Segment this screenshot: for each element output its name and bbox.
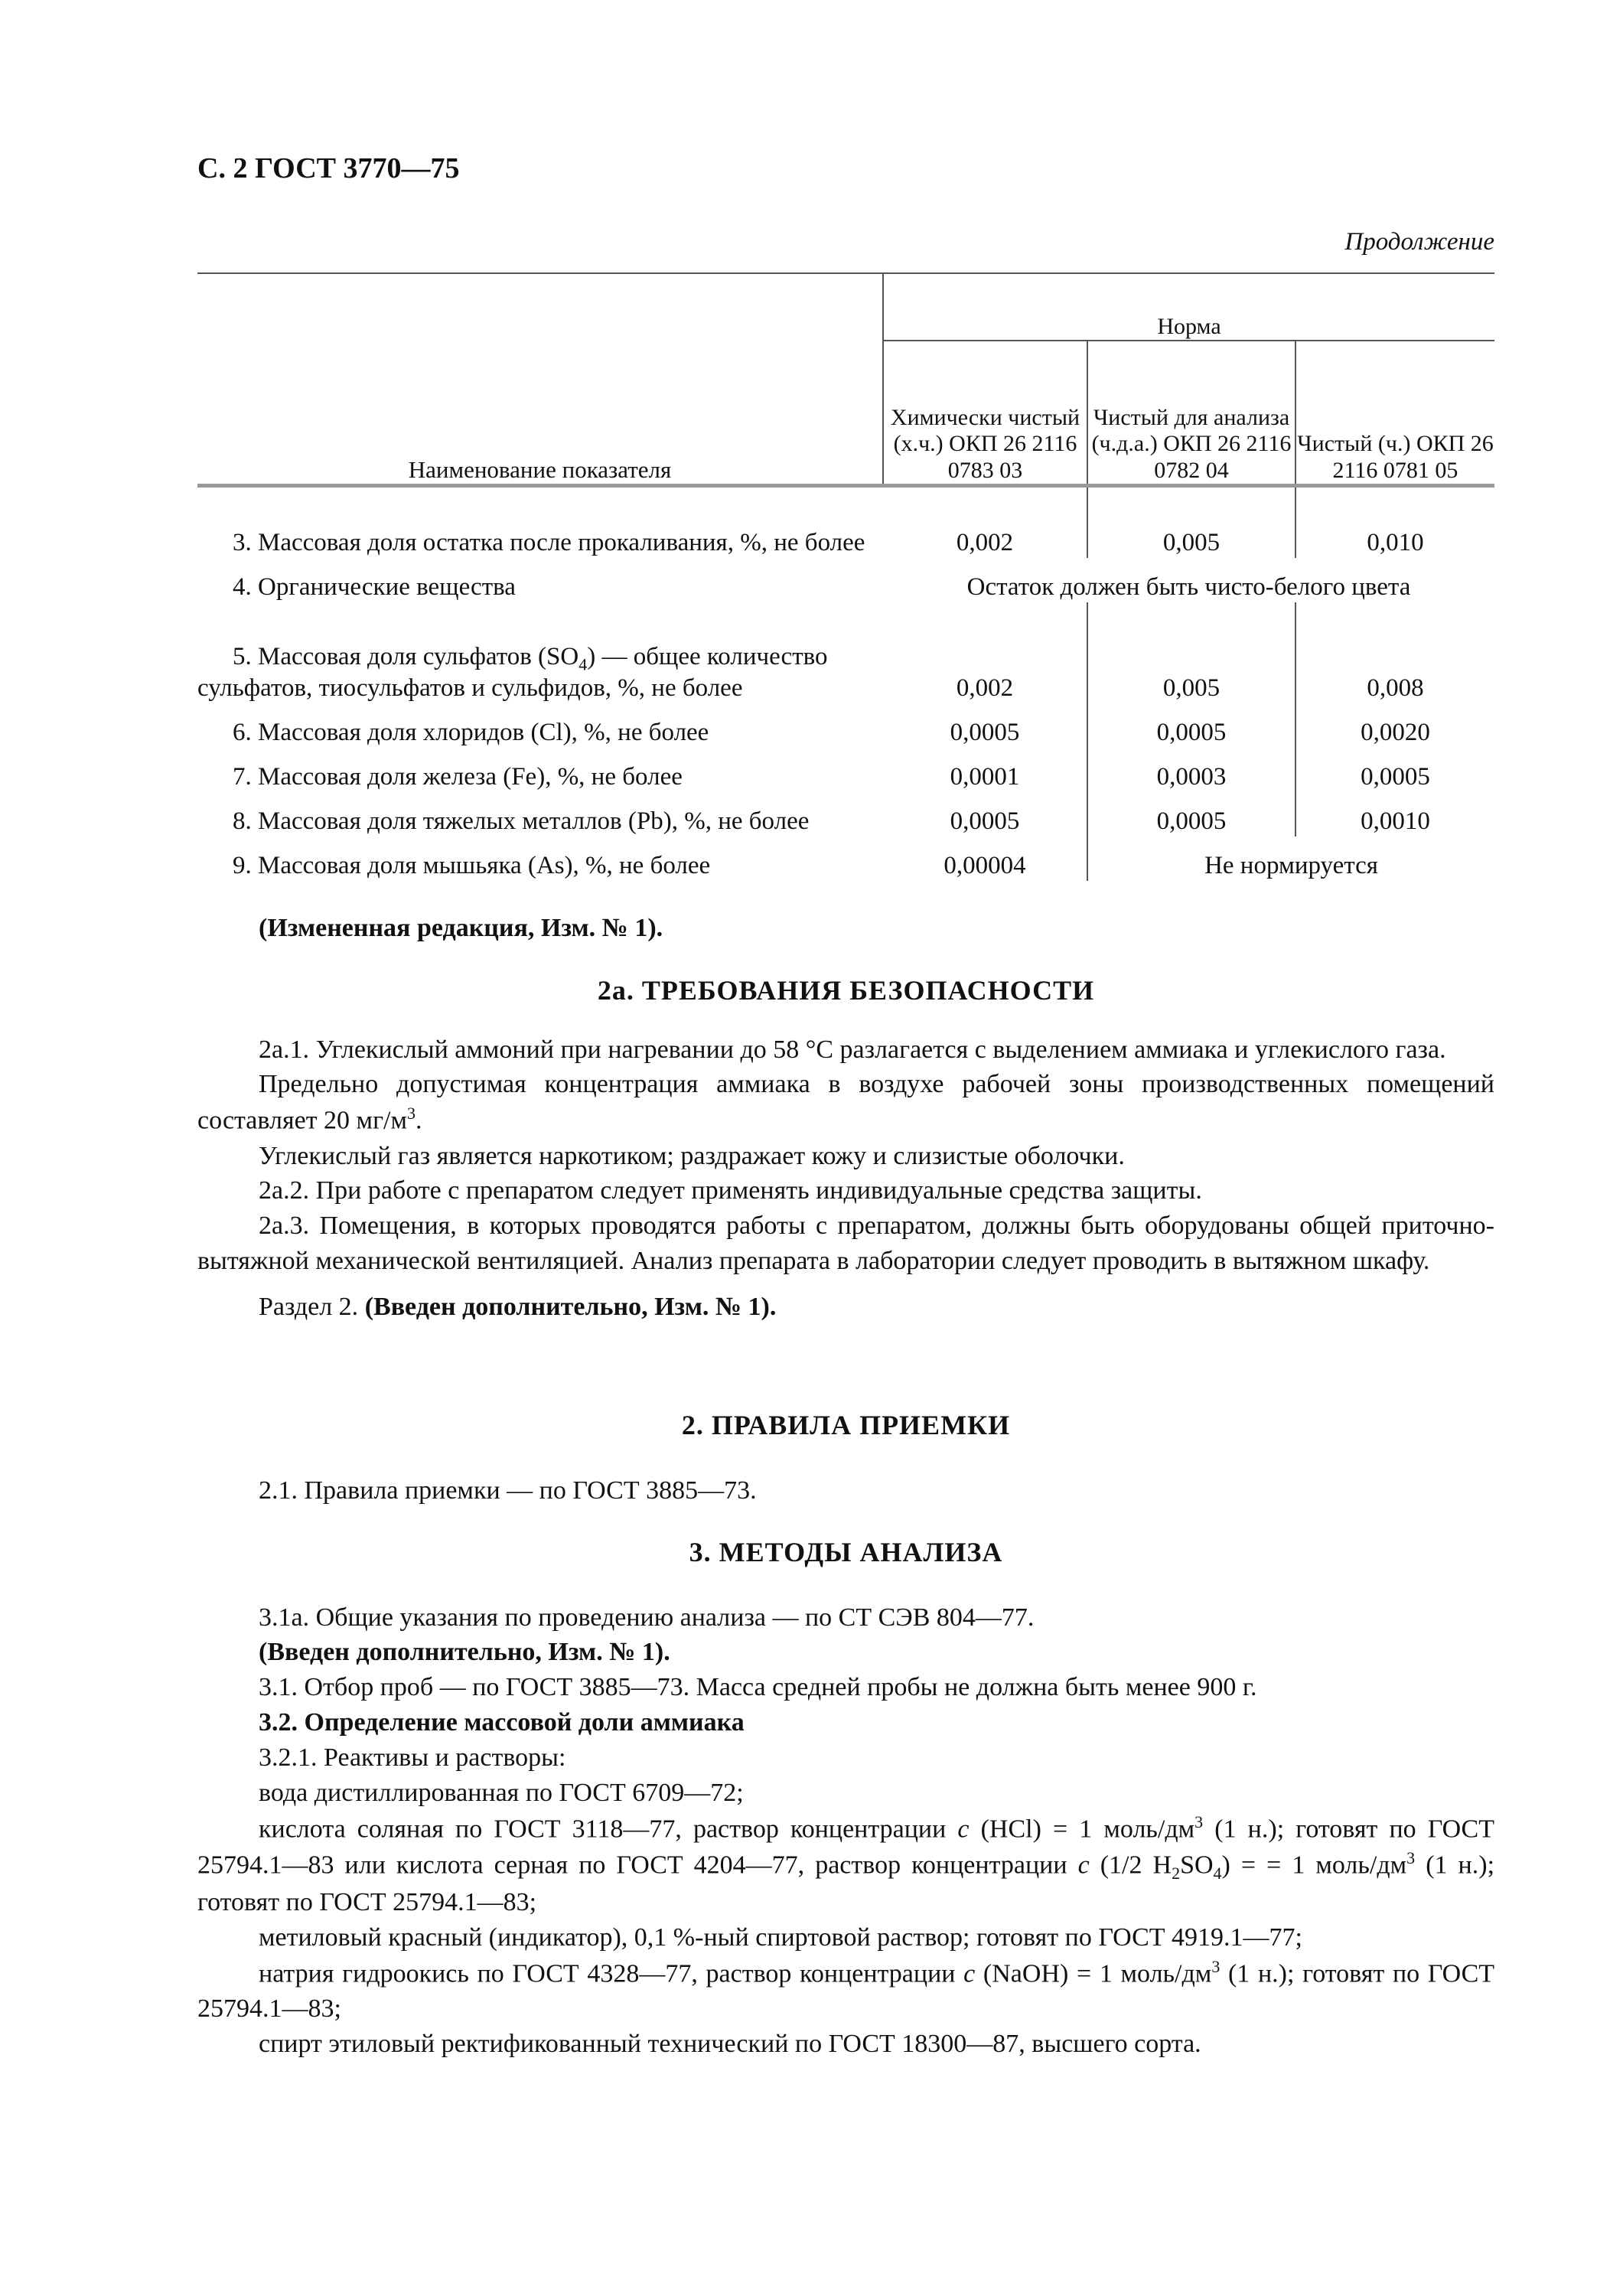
section-heading: 2. ПРАВИЛА ПРИЕМКИ — [681, 1410, 1011, 1440]
page-title: С. 2 ГОСТ 3770—75 — [197, 152, 460, 184]
row-value: 0,0010 — [1361, 807, 1430, 836]
row-name: Массовая доля остатка после прокаливания, %, не более — [258, 529, 865, 557]
row-value-span: Не нормируется — [1204, 852, 1378, 880]
row-value: 0,0020 — [1361, 719, 1430, 747]
continuation-label: Продолжение — [1344, 228, 1494, 256]
header-col-analysis-pure: Чистый для анализа (ч.д.а.) ОКП 26 2116 0782 04 — [1087, 341, 1295, 486]
header-col-pure: Чистый (ч.) ОКП 26 2116 0781 05 — [1297, 431, 1494, 483]
row-value: 0,0005 — [1087, 703, 1295, 748]
header-col-chem-pure: Химически чистый (х.ч.) ОКП 26 2116 0783 03 — [883, 341, 1087, 486]
row-value: 0,005 — [1087, 602, 1295, 703]
norms-table — [197, 272, 1494, 881]
row-value: 0,005 — [1087, 488, 1295, 558]
row-name: Массовая доля тяжелых металлов (Pb), %, не более — [258, 807, 810, 836]
row-value: 0,0005 — [883, 703, 1087, 748]
row-value: 0,0005 — [1361, 763, 1430, 791]
table-row: 4. Органические вещества Остаток должен быть чисто-белого цвета — [197, 558, 1494, 602]
row-value: 0,002 — [883, 488, 1087, 558]
row-name: Органические вещества — [258, 573, 516, 602]
section-3: 3. МЕТОДЫ АНАЛИЗА 3.1а. Общие указания по проведению анализа — по СТ СЭВ 804—77. (Введен дополнительно, Изм. № 1). 3.1. Отбор проб — по ГОСТ 3885—73. Масса средней пробы не должна быть менее 900 г. 3.2. Определение массовой доли аммиака 3.2.1. Реактивы и растворы: вода дистиллированная по ГОСТ 6709—72; кислота соляная по ГОСТ 3118—77, раствор концентрации c (HCl) = 1 моль/$дм^3$ (1 н.); готовят по ГОСТ 25794.1—83 или кислота серная по ГОСТ 4204—77, раствор концентрации c (1/2 $H_2SO_4$) = = 1 моль/$дм^3$ (1 н.); готовят по ГОСТ 25794.1—83; метиловый красный (индикатор), 0,1 %-ный спиртовой раствор; готовят по ГОСТ 4919.1—77; натрия гидроокись по ГОСТ 4328—77, раствор концентрации c (NaOH) = 1 моль/$дм^3$ (1 н.); готовят по ГОСТ 25794.1—83; спирт этиловый ректификованный технический по ГОСТ 18300—87, высшего сорта. — [197, 1534, 1494, 2062]
table-header — [197, 273, 1494, 341]
table-row: 8. Массовая доля тяжелых металлов (Pb), %, не более 0,0005 0,0005 0,0010 — [197, 792, 1494, 837]
section-heading: 3. МЕТОДЫ АНАЛИЗА — [689, 1537, 1003, 1567]
section-2: 2. ПРАВИЛА ПРИЕМКИ 2.1. Правила приемки — по ГОСТ 3885—73. — [197, 1407, 1494, 1508]
row-value: 0,0003 — [1087, 748, 1295, 792]
section-2a: 2а. ТРЕБОВАНИЯ БЕЗОПАСНОСТИ 2а.1. Углекислый аммоний при нагревании до 58 °С разлагается с выделением аммиака и углекислого газа. Предельно допустимая концентрация аммиака в воздухе рабочей зоны производственных помещений составляет 20 $мг/м^3$. Углекислый газ является наркотиком; раздражает кожу и слизистые оболочки. 2а.2. При работе с препаратом следует применять индивидуальные средства защиты. 2а.3. Помещения, в которых проводятся работы с препаратом, должны быть оборудованы общей приточно-вытяжной механической вентиляцией. Анализ препарата в лаборатории следует проводить в вытяжном шкафу. Раздел 2. (Введен дополнительно, Изм. № 1). — [197, 972, 1494, 1325]
row-value: 0,0001 — [883, 748, 1087, 792]
header-name: Наименование показателя — [197, 273, 883, 486]
row-name: Массовая доля железа (Fe), %, не более — [258, 763, 683, 791]
table-row: 5. Массовая доля сульфатов $(SO_4)$ — общее количество сульфатов, тиосульфатов и сульфидов, %, не более 0,002 0,005 0,008 — [197, 602, 1494, 703]
table-row: 7. Массовая доля железа (Fe), %, не более 0,0001 0,0003 0,0005 — [197, 748, 1494, 792]
row-value: 0,00004 — [883, 837, 1087, 881]
row-value-span: Остаток должен быть чисто-белого цвета — [966, 573, 1411, 602]
table-row: 6. Массовая доля хлоридов (Cl), %, не более 0,0005 0,0005 0,0020 — [197, 703, 1494, 748]
table-row: 9. Массовая доля мышьяка (As), %, не более 0,00004 Не нормируется — [197, 837, 1494, 881]
row-value: 0,002 — [883, 602, 1087, 703]
section-heading: 2а. ТРЕБОВАНИЯ БЕЗОПАСНОСТИ — [597, 975, 1095, 1006]
row-value: 0,010 — [1367, 529, 1424, 557]
row-value: 0,0005 — [1087, 792, 1295, 837]
row-value: 0,0005 — [883, 792, 1087, 837]
row-name: Массовая доля хлоридов (Cl), %, не более — [258, 719, 709, 747]
header-norma: Норма — [883, 273, 1494, 341]
amend-note: (Измененная редакция, Изм. № 1). — [259, 914, 663, 942]
row-value: 0,008 — [1367, 674, 1424, 703]
table-row: 3. Массовая доля остатка после прокаливания, %, не более 0,002 0,005 0,010 — [197, 488, 1494, 558]
row-name: Массовая доля мышьяка (As), %, не более — [258, 852, 711, 880]
